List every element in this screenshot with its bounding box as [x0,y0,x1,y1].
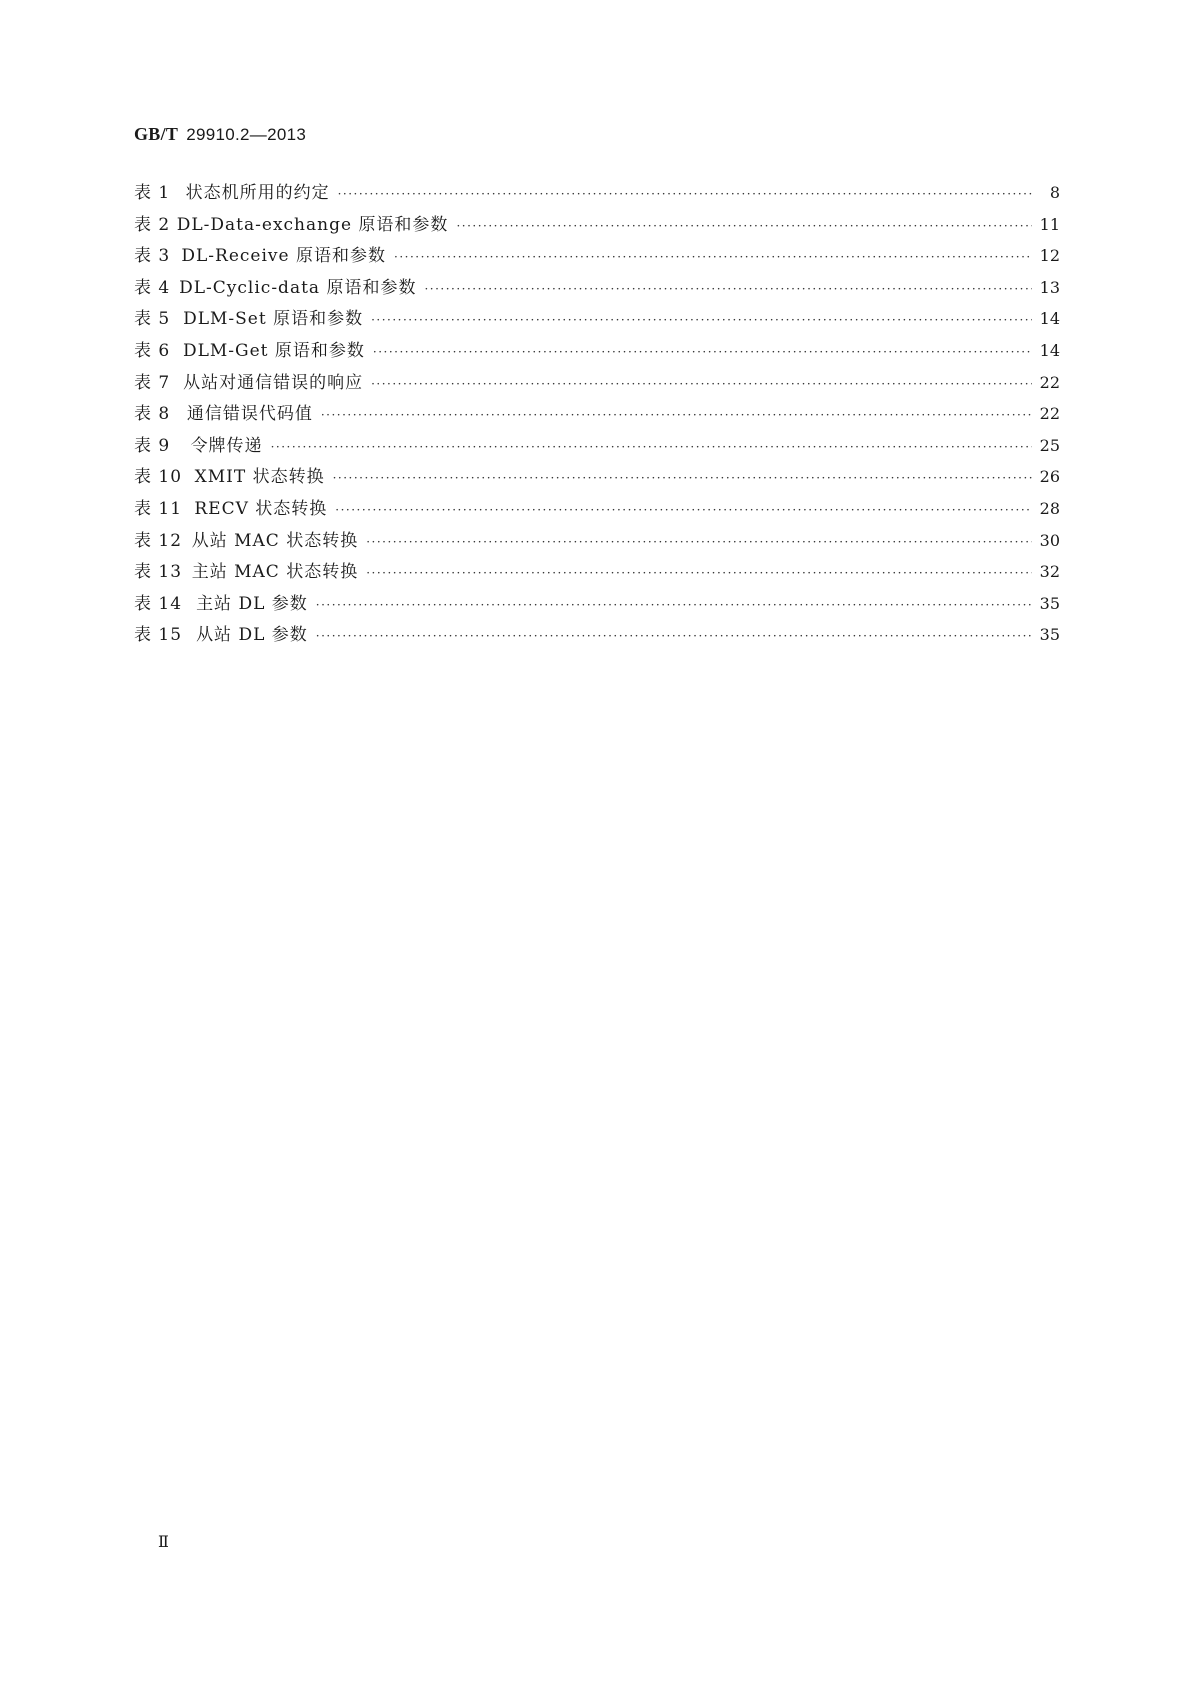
toc-leader-dots [371,377,1032,391]
toc-entry-page: 30 [1039,530,1060,550]
toc-entry-page: 26 [1039,467,1060,487]
document-header [134,124,306,145]
toc-entry-table-10[interactable] [134,462,1060,494]
toc-entry-page: 35 [1039,625,1060,645]
toc-entry-title: DL-Receive 原语和参数 [181,246,387,267]
toc-leader-dots [456,219,1032,233]
toc-entry-title: 通信错误代码值 [186,404,313,425]
toc-entry-table-4[interactable] [134,273,1060,305]
toc-leader-dots [366,535,1032,549]
toc-entry-label: 表 15 [134,625,183,646]
toc-entry-title: 从站 MAC 状态转换 [191,530,359,551]
toc-entry-label: 表 3 [134,246,171,267]
toc-entry-page: 22 [1039,404,1060,424]
toc-entry-page: 22 [1039,372,1060,392]
toc-entry-label: 表 5 [134,309,171,330]
toc-entry-table-13[interactable] [134,557,1060,589]
toc-leader-dots [316,629,1032,643]
toc-entry-title: 令牌传递 [190,435,263,456]
toc-leader-dots [335,503,1032,517]
toc-leader-dots [394,250,1032,264]
toc-entry-title: 状态机所用的约定 [185,183,330,203]
toc-entry-table-1[interactable] [134,178,1060,210]
toc-entry-label: 表 2 [134,214,171,235]
toc-entry-label: 表 7 [134,372,171,393]
toc-entry-table-15[interactable] [134,620,1060,652]
toc-entry-label: 表 10 [134,467,183,488]
toc-entry-title: 从站 DL 参数 [196,625,308,646]
toc-entry-title: XMIT 状态转换 [194,467,325,488]
toc-entry-page: 8 [1049,183,1060,202]
toc-entry-title: DL-Data-exchange 原语和参数 [176,214,449,235]
toc-entry-title: 从站对通信错误的响应 [183,372,364,393]
toc-leader-dots [321,408,1032,422]
toc-entry-label: 表 13 [134,562,183,583]
toc-entry-label: 表 8 [134,404,171,425]
toc-entry-page: 14 [1039,340,1060,360]
toc-entry-label: 表 1 [134,183,171,203]
toc-entry-page: 35 [1039,593,1060,613]
toc-entry-title: 主站 MAC 状态转换 [191,562,359,583]
toc-leader-dots [424,282,1032,296]
toc-leader-dots [271,440,1032,454]
toc-leader-dots [371,313,1032,327]
toc-entry-title: RECV 状态转换 [194,498,328,519]
toc-entry-page: 25 [1039,435,1060,455]
toc-entry-page: 28 [1039,498,1060,518]
toc-entry-title: 主站 DL 参数 [196,593,308,614]
toc-entry-page: 13 [1039,277,1060,297]
toc-entry-label: 表 12 [134,530,183,551]
toc-entry-table-6[interactable] [134,336,1060,368]
toc-entry-title: DLM-Set 原语和参数 [183,309,364,330]
toc-entry-table-9[interactable] [134,431,1060,463]
toc-leader-dots [338,187,1032,201]
standard-number: 29910.2—2013 [186,125,307,144]
toc-entry-table-11[interactable] [134,494,1060,526]
toc-entry-table-14[interactable] [134,589,1060,621]
toc-leader-dots [373,345,1032,359]
toc-leader-dots [333,471,1032,485]
toc-entry-page: 12 [1039,246,1060,266]
toc-entry-table-3[interactable] [134,241,1060,273]
toc-entry-label: 表 6 [134,340,171,361]
toc-entry-label: 表 4 [134,277,171,298]
toc-entry-label: 表 14 [134,593,183,614]
toc-entry-page: 14 [1039,309,1060,329]
toc-entry-page: 11 [1039,214,1060,234]
page-number: Ⅱ [158,1532,169,1551]
toc-leader-dots [366,566,1032,580]
toc-entry-title: DL-Cyclic-data 原语和参数 [179,277,417,298]
toc-entry-table-7[interactable] [134,368,1060,400]
toc-leader-dots [316,598,1032,612]
toc-entry-label: 表 11 [134,498,183,519]
toc-entry-table-2[interactable] [134,210,1060,242]
toc-entry-table-5[interactable] [134,304,1060,336]
toc-entry-table-8[interactable] [134,399,1060,431]
toc-entry-page: 32 [1039,562,1060,582]
table-of-tables [134,178,1060,652]
toc-entry-label: 表 9 [134,435,171,456]
standard-prefix: GB/T [134,124,179,144]
toc-entry-title: DLM-Get 原语和参数 [182,340,365,361]
toc-entry-table-12[interactable] [134,526,1060,558]
